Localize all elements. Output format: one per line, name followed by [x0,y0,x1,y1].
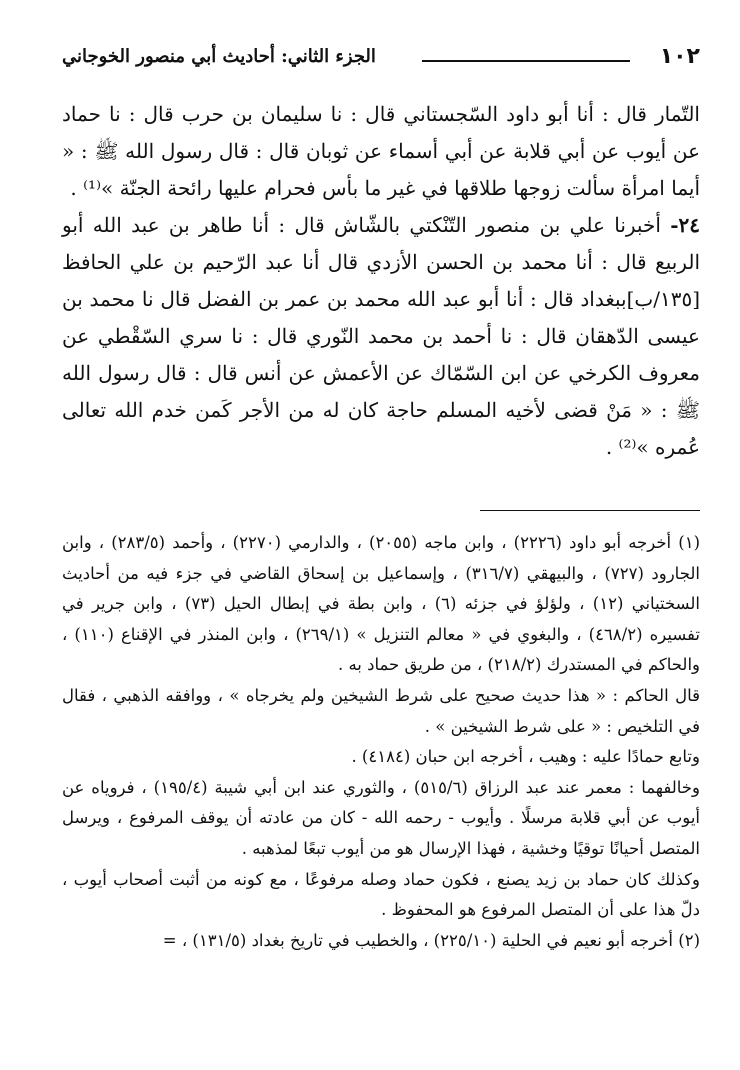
hadith-24 [62,207,700,466]
footnote-1: (١) أخرجه أبو داود (٢٢٢٦) ، وابن ماجه (٢٠٥٥) ، والدارمي (٢٢٧٠) ، وأحمد (٢٨٣/٥) ، وابن الجارود (٧٢٧) ، والبيهقي (٣١٦/٧) ، وإسماعيل بن إسحاق القاضي في جزء فيه من أحاديث السختياني (١٢) ، ولؤلؤ في جزئه (٦) ، وابن بطة في إبطال الحيل (٧٣) ، وابن جرير في تفسيره (٤٦٨/٢) ، والبغوي في « معالم التنزيل » (٢٦٩/١) ، وابن المنذر في الإقناع (١١٠) ، والحاكم في المستدرك (٢١٨/٢) ، من طريق حماد به . [62,533,701,675]
footnote-1-hakim: قال الحاكم : « هذا حديث صحيح على شرط الشيخين ولم يخرجاه » ، ووافقه الذهبي ، فقال في التلخيص : « على شرط الشيخين » . [62,685,700,736]
paragraph-continued: التّمار قال : أنا أبو داود السّجستاني قال : نا سليمان بن حرب قال : نا حماد عن أيوب عن أبي قلابة عن أبي أسماء عن ثوبان قال : قال رسول الله ﷺ : « أيما امرأة سألت زوجها طلاقها في غير ما بأس فحرام عليها رائحة الجنّة »⁽¹⁾ . [62,102,700,200]
footnotes [62,528,700,956]
page-header [62,42,700,78]
footnote-1-conclusion: وكذلك كان حماد بن زيد يصنع ، فكون حماد وصله مرفوعًا ، مع كونه من أثبت أصحاب أيوب ، دلّ هذا على أن المتصل المرفوع هو المحفوظ . [62,869,700,920]
page-number: ١٠٢ [659,44,700,69]
footnote-2: (٢) أخرجه أبو نعيم في الحلية (٢٢٥/١٠) ، والخطيب في تاريخ بغداد (١٣١/٥) ، = [162,930,700,950]
main-text [62,96,700,466]
hadith-text: أخبرنا علي بن منصور التّنْكتي بالشّاش قال : أنا طاهر بن عبد الله أبو الربيع قال : أنا محمد بن الحسن الأزدي قال أنا عبد الرّحيم بن علي الحافظ [١٣٥/ب]ببغداد قال : أنا أبو عبد الله محمد بن عمر بن الفضل قال نا محمد بن عيسى الدّهقان قال : نا أحمد بن محمد النّوري قال : نا سري السّقْطي عن معروف الكرخي عن ابن السّمّاك عن الأعمش عن أنس قال : قال رسول الله ﷺ : « مَنْ قضى لأخيه المسلم حاجة كان له من الأجر كَمن خدم الله تعالى عُمره »⁽²⁾ . [62,213,700,459]
hadith-number: ٢٤- [670,213,700,237]
footnote-separator [480,510,700,511]
footnote-1-opposed: وخالفهما : معمر عند عبد الرزاق (٥١٥/٦) ، والثوري عند ابن أبي شيبة (١٩٥/٤) ، فروياه عن أيوب عن أبي قلابة مرسلًا . وأيوب - رحمه الله - كان من عادته أن يوقف المرفوع ، ويرسل المتصل أحيانًا توقيًا وخشية ، فهذا الإرسال هو من أيوب تبعًا لمذهبه . [62,777,700,858]
header-rule [422,60,630,62]
running-head: الجزء الثاني: أحاديث أبي منصور الخوجاني [62,46,376,67]
footnote-1-followed: وتابع حمادًا عليه : وهيب ، أخرجه ابن حبان (٤١٨٤) . [351,747,700,767]
